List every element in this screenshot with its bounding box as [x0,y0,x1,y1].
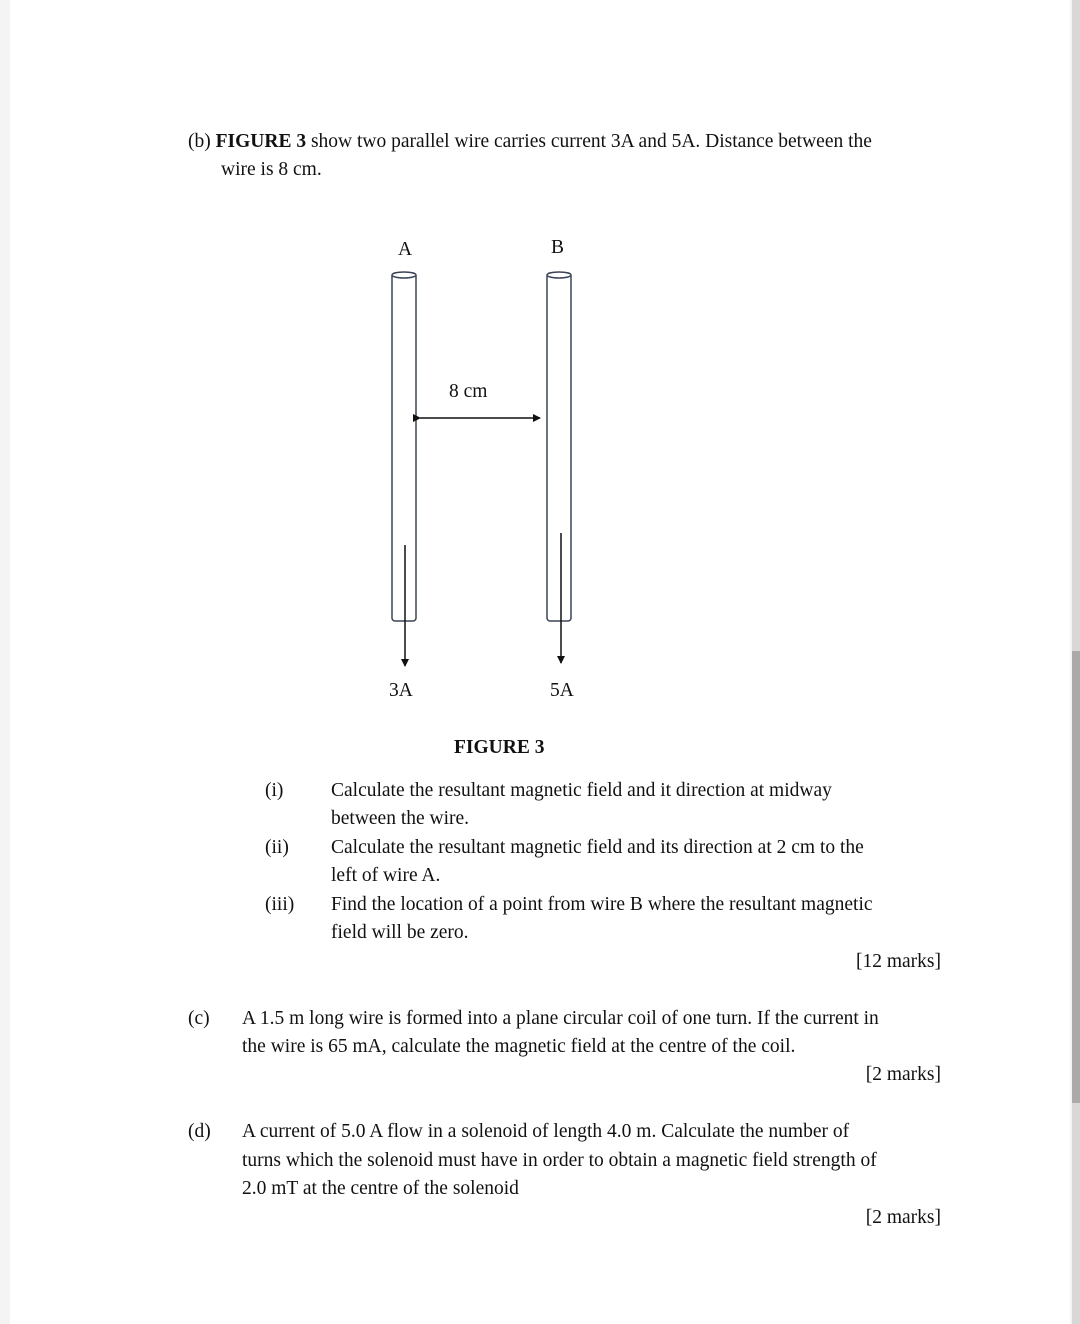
scrollbar-thumb[interactable] [1072,651,1080,1103]
distance-label: 8 cm [449,381,488,402]
figure-ref: FIGURE 3 [215,131,307,152]
question-i-line2: between the wire. [331,808,470,829]
part-d-marks: [2 marks] [865,1207,941,1228]
part-c-line1: A 1.5 m long wire is formed into a plane circular coil of one turn. If the current in [242,1008,879,1029]
part-c-marks: [2 marks] [865,1064,941,1085]
figure-caption: FIGURE 3 [454,737,545,758]
question-ii-line1: Calculate the resultant magnetic field and its direction at 2 cm to the [331,837,864,858]
part-b-marks: [12 marks] [855,951,941,972]
part-b-label: (b) [188,131,211,152]
wire-b-label: B [551,237,565,258]
current-b-label: 5A [550,680,574,701]
part-b-text: show two parallel wire carries current 3A and 5A. Distance between the [306,131,872,152]
part-b-line2: wire is 8 cm. [221,159,322,180]
current-a-label: 3A [389,680,413,701]
wire-a-label: A [398,239,413,260]
part-d-label: (d) [188,1121,211,1142]
question-iii-number: (iii) [265,894,295,915]
part-d-line1: A current of 5.0 A flow in a solenoid of length 4.0 m. Calculate the number of [242,1121,850,1142]
question-i-number: (i) [265,780,284,801]
part-d-line2: turns which the solenoid must have in order to obtain a magnetic field strength of [242,1150,877,1171]
question-i-line1: Calculate the resultant magnetic field and it direction at midway [331,780,832,801]
part-d-line3: 2.0 mT at the centre of the solenoid [242,1178,519,1199]
question-iii-line1: Find the location of a point from wire B where the resultant magnetic [331,894,873,915]
question-iii-line2: field will be zero. [331,922,469,943]
wire-a [392,272,416,621]
question-ii-number: (ii) [265,837,289,858]
wire-b [547,272,571,621]
question-ii-line2: left of wire A. [331,865,441,886]
part-c-line2: the wire is 65 mA, calculate the magnetic field at the centre of the coil. [242,1036,796,1057]
part-c-label: (c) [188,1008,210,1029]
